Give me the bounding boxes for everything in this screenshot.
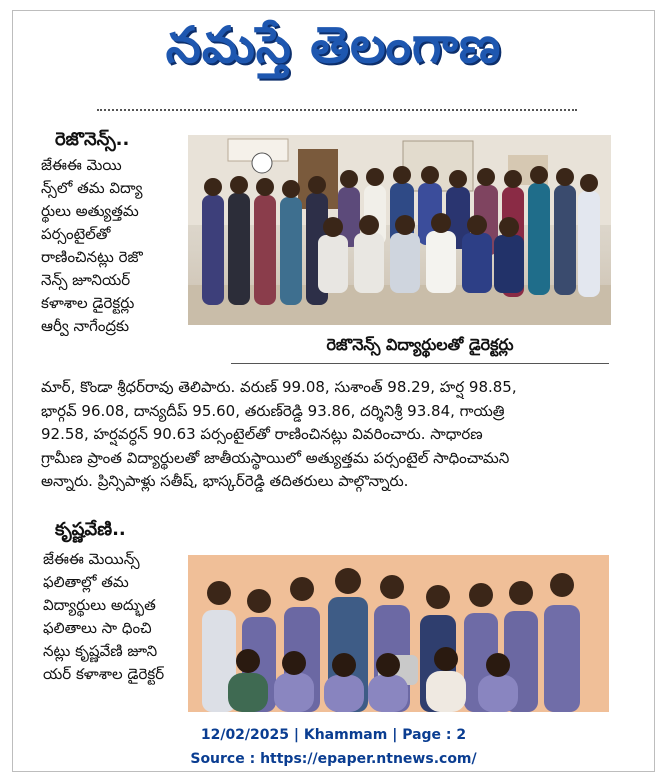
photo-caption: రెజొనెన్స్ విద్యార్థులతో డైరెక్టర్లు [326, 335, 514, 354]
footer-date-edition: 12/02/2025 | Khammam | Page : 2 [200, 727, 467, 743]
resonance-group-photo [188, 135, 611, 325]
subheading-resonance: రెజొనెన్స్.. [55, 129, 130, 150]
group-photo-illustration [188, 135, 611, 325]
masthead-title: నమస్తే తెలంగాణ [165, 15, 502, 74]
footer-source-link[interactable]: Source : https://epaper.ntnews.com/ [190, 751, 477, 767]
subheading-krishnaveni: కృష్ణవేణి.. [55, 519, 126, 540]
epaper-clipping [12, 10, 655, 772]
article1-body-text: మార్, కొండా శ్రీధర్‌రావు తెలిపారు. వరుణ్ 99.08, సుశాంత్ 98.29, హర్ష 98.85, భార్గవ్ 96.08, దాన్యదీప్ 95.60, తరుణ్‌రెడ్డి 93.86, దర్శినిశ్రీ 93.84, గాయత్రి 92.58, హర్షవర్ధన్ 90.63 పర్సంటైల్‌తో రాణించినట్లు వివరించారు. సాధారణ గ్రామీణ ప్రాంత విద్యార్థులతో జాతీయస్థాయిలో అత్యుత్తమ పర్సంటైల్ సాధించామని అన్నారు. ప్రిన్సిపాళ్లు సతీష్, భాస్కర్‌రెడ్డి తదితరులు పాల్గొన్నారు. [41, 378, 517, 490]
group-photo-illustration-2 [188, 555, 609, 712]
article2-column-text: జేఈఈ మెయిన్స్ ఫలితాల్లో తమ విద్యార్థులు అద్భుత ఫలితాలు సా ధించి నట్లు కృష్ణవేణి జూని యర్ కళాశాల డైరెక్టర్ [43, 550, 165, 683]
masthead [13, 11, 654, 91]
article1-column-text: జేఈఈ మెయి న్స్‌లో తమ విద్యా ర్థులు అత్యుత్తమ పర్సంటైల్‌తో రాణించినట్లు రెజొ నెన్స్ జూనియర్ కళాశాల డైరెక్టర్లు ఆర్వీ నాగేంద్రకు [41, 156, 143, 335]
source-footer [13, 723, 654, 771]
cut-off-text-line [97, 101, 577, 111]
caption-rule [231, 363, 609, 364]
krishnaveni-group-photo [188, 555, 609, 712]
